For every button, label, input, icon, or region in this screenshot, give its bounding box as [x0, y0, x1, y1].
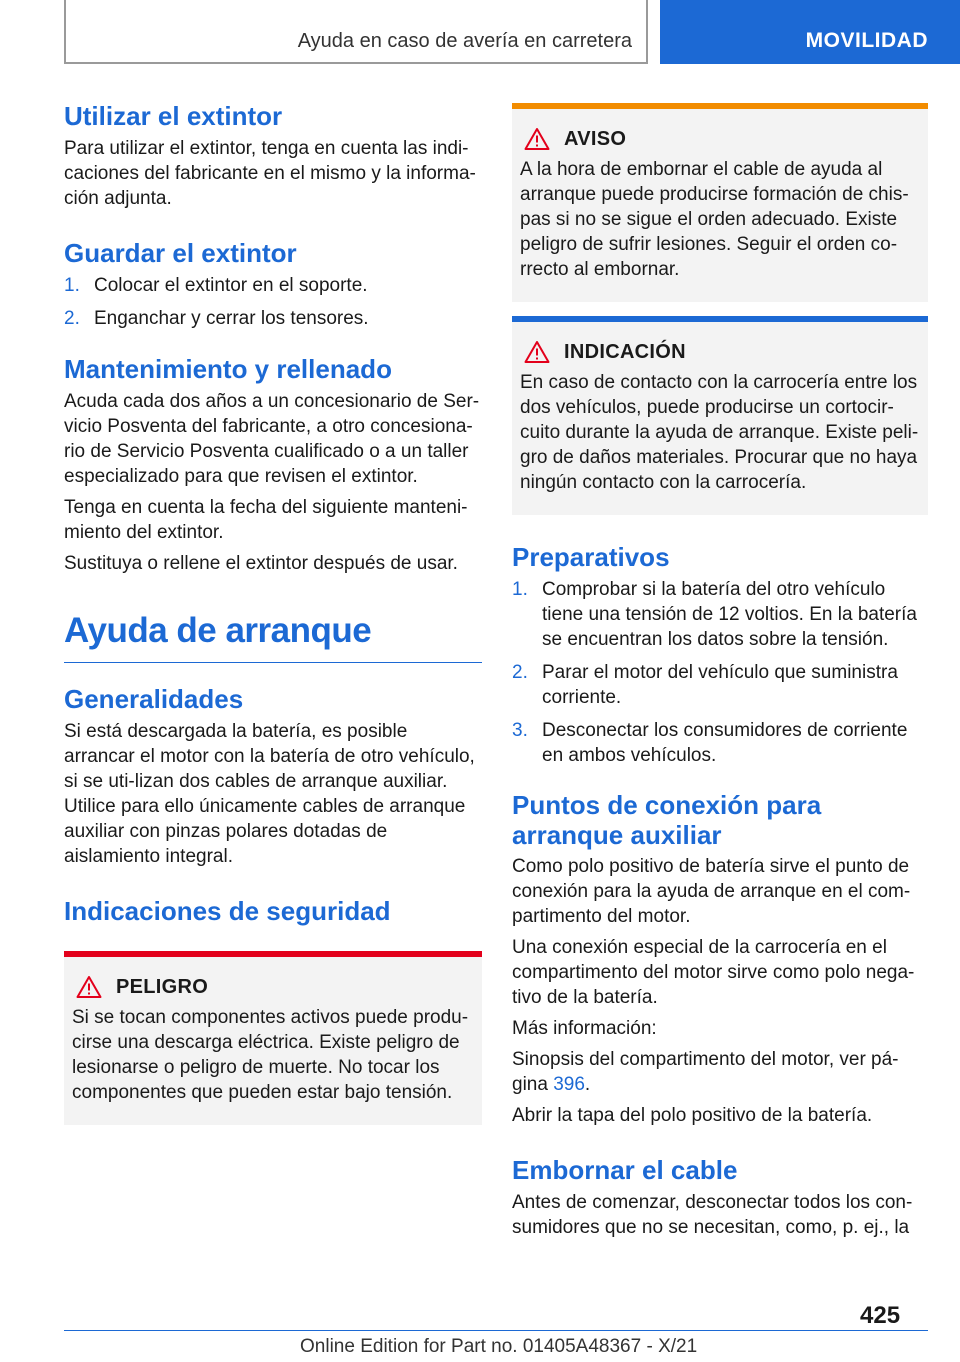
- heading-utilizar: Utilizar el extintor: [64, 101, 283, 131]
- heading-preparativos: Preparativos: [512, 542, 670, 572]
- footer-edition: Online Edition for Part no. 01405A48367 - X/21: [300, 1336, 698, 1357]
- text-puntos-4-suffix: .: [584, 1074, 591, 1095]
- section-tab-label: MOVILIDAD: [805, 29, 928, 52]
- caution-title: AVISO: [564, 127, 627, 150]
- left-column: [64, 100, 482, 1125]
- step-number: 2.: [512, 662, 528, 683]
- heading-generalidades: Generalidades: [64, 684, 244, 714]
- list-item: [512, 660, 928, 710]
- caution-box: [512, 103, 928, 302]
- step-number: 1.: [64, 275, 80, 296]
- step-number: 2.: [64, 308, 80, 329]
- text-puntos-5: Abrir la tapa del polo positivo de la batería.: [512, 1105, 873, 1126]
- step-text: Colocar el extintor en el soporte.: [94, 275, 368, 296]
- text-mantenimiento-1: Acuda cada dos años a un concesionario de Ser-vicio Posventa del fabricante, a otro concesiona-rio de Servicio Posventa cualificado o a un taller especializado para que revisen el extintor.: [64, 391, 480, 487]
- danger-box: [64, 951, 482, 1125]
- step-text: Desconectar los consumidores de corriente en ambos vehículos.: [542, 720, 908, 766]
- footer-divider: [64, 1330, 928, 1331]
- step-text: Parar el motor del vehículo que suministra corriente.: [542, 662, 898, 708]
- step-text: Enganchar y cerrar los tensores.: [94, 308, 369, 329]
- chapter-title: Ayuda de arranque: [64, 608, 482, 663]
- right-column: [512, 103, 928, 1246]
- notice-title: INDICACIÓN: [564, 340, 686, 363]
- step-text: Comprobar si la batería del otro vehículo tiene una tensión de 12 voltios. En la batería se encuentran los datos sobre la tensión.: [542, 579, 917, 650]
- step-number: 1.: [512, 579, 528, 600]
- list-guardar: [64, 273, 482, 331]
- text-mantenimiento-2: Tenga en cuenta la fecha del siguiente manteni-miento del extintor.: [64, 497, 468, 543]
- page-link-396[interactable]: 396: [553, 1074, 585, 1095]
- warning-triangle-icon: [524, 127, 550, 151]
- list-preparativos: [512, 577, 928, 768]
- danger-title: PELIGRO: [116, 975, 209, 998]
- warning-triangle-icon: [524, 340, 550, 364]
- warning-triangle-icon: [76, 975, 102, 999]
- running-header-title: Ayuda en caso de avería en carretera: [297, 30, 632, 52]
- text-puntos-1: Como polo positivo de batería sirve el punto de conexión para la ayuda de arranque en el com-partimento del motor.: [512, 856, 911, 927]
- list-item: [64, 306, 482, 331]
- caution-text: A la hora de embornar el cable de ayuda al arranque puede producirse formación de chis-pas si no se sigue el orden adecuado. Existe peligro de sufrir lesiones. Seguir el orden co-rrecto al embornar.: [520, 159, 909, 280]
- list-item: [64, 273, 482, 298]
- text-utilizar: Para utilizar el extintor, tenga en cuenta las indi-caciones del fabricante en el mismo y la informa-ción adjunta.: [64, 138, 476, 209]
- list-item: [512, 718, 928, 768]
- heading-mantenimiento: Mantenimiento y rellenado: [64, 354, 392, 384]
- heading-seguridad: Indicaciones de seguridad: [64, 896, 391, 926]
- text-puntos-2: Una conexión especial de la carrocería en el compartimento del motor sirve como polo nega-tivo de la batería.: [512, 937, 915, 1008]
- heading-guardar: Guardar el extintor: [64, 238, 297, 268]
- section-tab: [660, 0, 960, 64]
- heading-puntos: Puntos de conexión para arranque auxiliar: [512, 790, 822, 850]
- list-item: [512, 577, 928, 652]
- notice-box: [512, 316, 928, 515]
- danger-text: Si se tocan componentes activos puede produ-cirse una descarga eléctrica. Existe peligro de lesionarse o peligro de muerte. No tocar los componentes que pueden estar bajo tensión.: [72, 1007, 469, 1103]
- running-header: [64, 0, 648, 64]
- text-puntos-4: [512, 1047, 928, 1097]
- step-number: 3.: [512, 720, 528, 741]
- notice-text: En caso de contacto con la carrocería entre los dos vehículos, puede producirse un cortocir-cuito durante la ayuda de arranque. Existe peli-gro de daños materiales. Procurar que no haya ningún contacto con la carrocería.: [520, 372, 919, 493]
- heading-embornar: Embornar el cable: [512, 1155, 738, 1185]
- text-generalidades: Si está descargada la batería, es posible arrancar el motor con la batería de otro vehículo, si se uti-lizan dos cables de arranque auxiliar. Utilice para ello únicamente cables de arranque auxiliar con pinzas polares dotadas de aislamiento integral.: [64, 721, 475, 867]
- text-puntos-4-prefix: Sinopsis del compartimento del motor, ver pá-gina: [512, 1049, 899, 1095]
- text-embornar: Antes de comenzar, desconectar todos los con-sumidores que no se necesitan, como, p. ej., la: [512, 1192, 913, 1238]
- text-puntos-3: Más información:: [512, 1018, 657, 1039]
- text-mantenimiento-3: Sustituya o rellene el extintor después de usar.: [64, 553, 458, 574]
- page-number: 425: [860, 1302, 901, 1329]
